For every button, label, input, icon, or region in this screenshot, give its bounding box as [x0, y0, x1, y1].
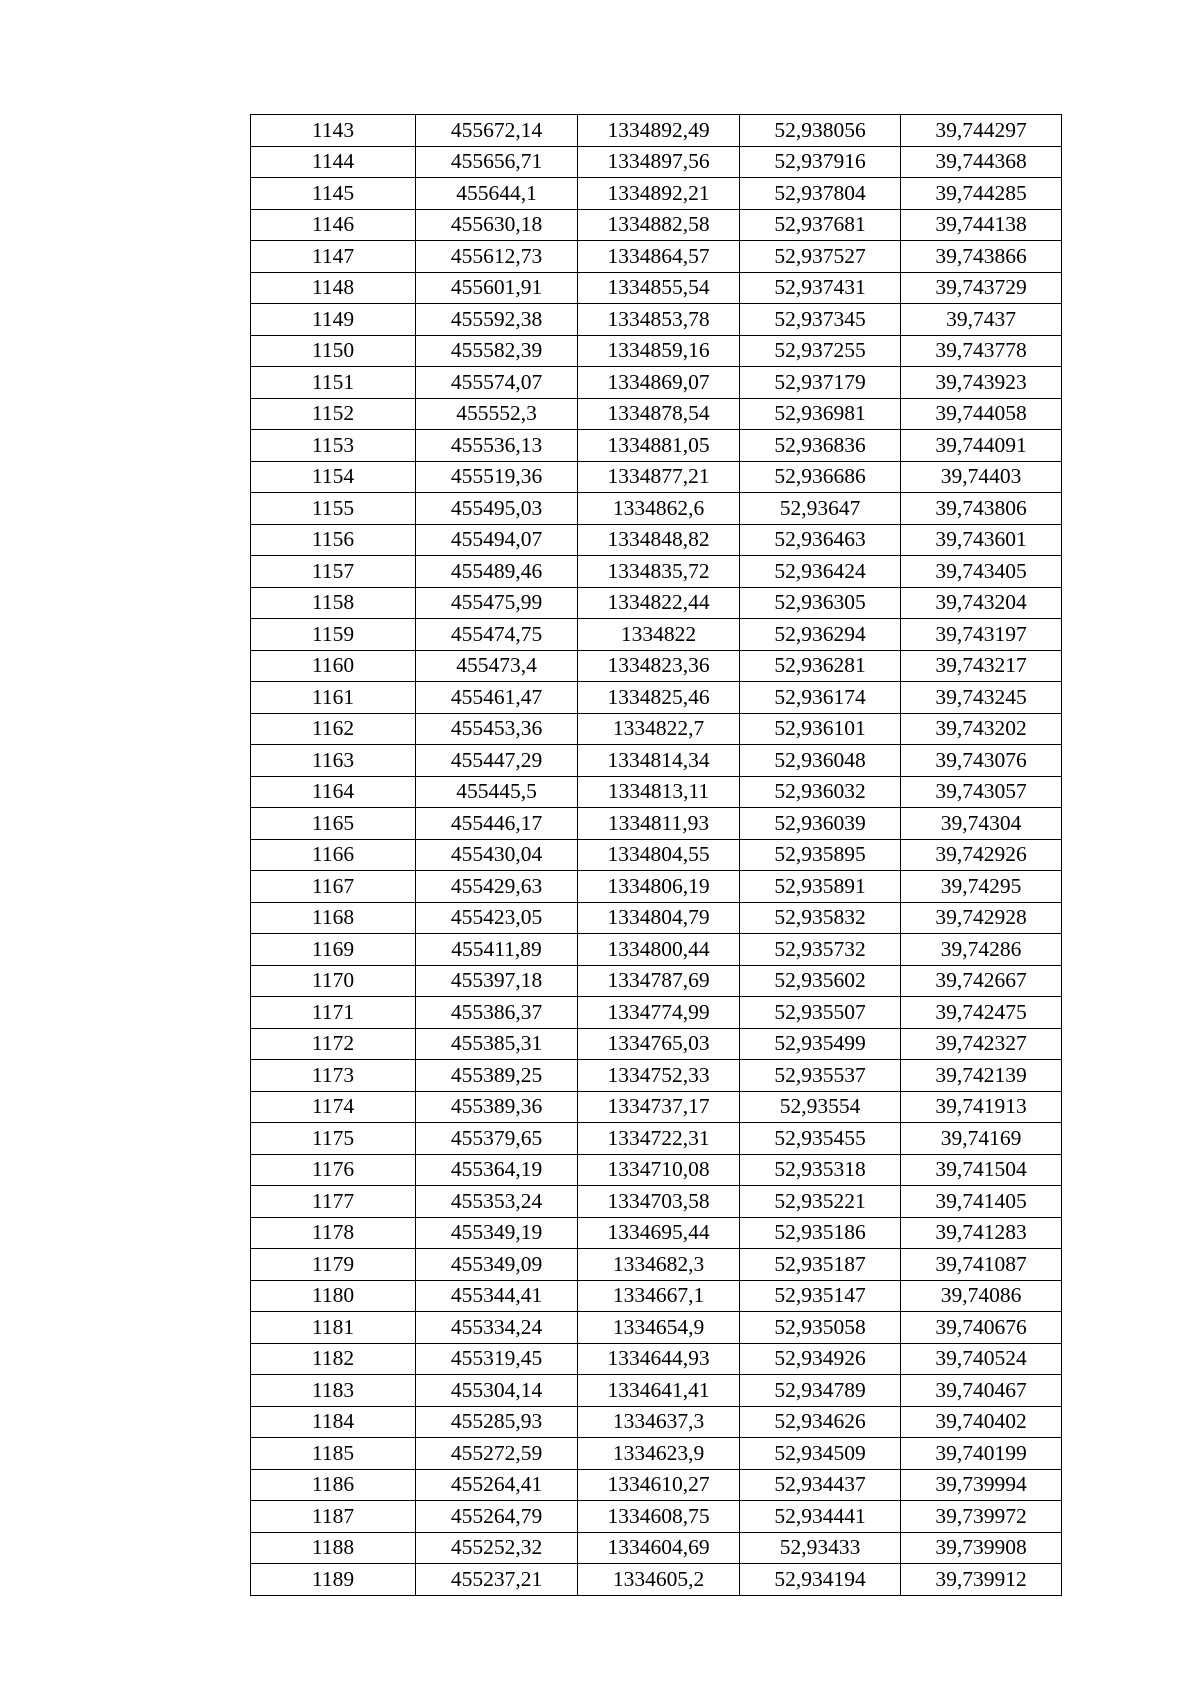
table-row [251, 367, 1062, 399]
point-number-cell: 1153 [251, 430, 416, 462]
y-coordinate-cell: 1334695,44 [578, 1217, 740, 1249]
y-coordinate-cell: 1334825,46 [578, 682, 740, 714]
table-row [251, 1406, 1062, 1438]
longitude-cell: 39,74403 [901, 461, 1062, 493]
longitude-cell: 39,74295 [901, 871, 1062, 903]
point-number-cell: 1160 [251, 650, 416, 682]
y-coordinate-cell: 1334737,17 [578, 1091, 740, 1123]
latitude-cell: 52,938056 [740, 115, 901, 147]
table-row [251, 146, 1062, 178]
x-coordinate-cell: 455264,79 [416, 1501, 578, 1533]
latitude-cell: 52,934194 [740, 1564, 901, 1596]
table-row [251, 430, 1062, 462]
table-row [251, 1186, 1062, 1218]
latitude-cell: 52,936836 [740, 430, 901, 462]
x-coordinate-cell: 455237,21 [416, 1564, 578, 1596]
table-row [251, 808, 1062, 840]
table-row [251, 304, 1062, 336]
x-coordinate-cell: 455473,4 [416, 650, 578, 682]
point-number-cell: 1144 [251, 146, 416, 178]
x-coordinate-cell: 455364,19 [416, 1154, 578, 1186]
point-number-cell: 1181 [251, 1312, 416, 1344]
y-coordinate-cell: 1334855,54 [578, 272, 740, 304]
longitude-cell: 39,739994 [901, 1469, 1062, 1501]
y-coordinate-cell: 1334878,54 [578, 398, 740, 430]
point-number-cell: 1173 [251, 1060, 416, 1092]
point-number-cell: 1161 [251, 682, 416, 714]
y-coordinate-cell: 1334813,11 [578, 776, 740, 808]
latitude-cell: 52,937681 [740, 209, 901, 241]
longitude-cell: 39,741913 [901, 1091, 1062, 1123]
y-coordinate-cell: 1334822,44 [578, 587, 740, 619]
y-coordinate-cell: 1334654,9 [578, 1312, 740, 1344]
table-row [251, 178, 1062, 210]
x-coordinate-cell: 455397,18 [416, 965, 578, 997]
table-row [251, 965, 1062, 997]
point-number-cell: 1147 [251, 241, 416, 273]
y-coordinate-cell: 1334774,99 [578, 997, 740, 1029]
y-coordinate-cell: 1334667,1 [578, 1280, 740, 1312]
point-number-cell: 1175 [251, 1123, 416, 1155]
latitude-cell: 52,937527 [740, 241, 901, 273]
longitude-cell: 39,743076 [901, 745, 1062, 777]
latitude-cell: 52,937916 [740, 146, 901, 178]
point-number-cell: 1176 [251, 1154, 416, 1186]
table-row [251, 902, 1062, 934]
table-row [251, 1564, 1062, 1596]
x-coordinate-cell: 455411,89 [416, 934, 578, 966]
point-number-cell: 1167 [251, 871, 416, 903]
table-row [251, 682, 1062, 714]
point-number-cell: 1171 [251, 997, 416, 1029]
y-coordinate-cell: 1334835,72 [578, 556, 740, 588]
x-coordinate-cell: 455319,45 [416, 1343, 578, 1375]
latitude-cell: 52,93433 [740, 1532, 901, 1564]
table-row [251, 1217, 1062, 1249]
y-coordinate-cell: 1334882,58 [578, 209, 740, 241]
table-row [251, 524, 1062, 556]
table-row [251, 745, 1062, 777]
longitude-cell: 39,739972 [901, 1501, 1062, 1533]
x-coordinate-cell: 455447,29 [416, 745, 578, 777]
x-coordinate-cell: 455446,17 [416, 808, 578, 840]
y-coordinate-cell: 1334641,41 [578, 1375, 740, 1407]
y-coordinate-cell: 1334869,07 [578, 367, 740, 399]
point-number-cell: 1145 [251, 178, 416, 210]
latitude-cell: 52,936039 [740, 808, 901, 840]
y-coordinate-cell: 1334604,69 [578, 1532, 740, 1564]
latitude-cell: 52,936281 [740, 650, 901, 682]
x-coordinate-cell: 455385,31 [416, 1028, 578, 1060]
y-coordinate-cell: 1334897,56 [578, 146, 740, 178]
longitude-cell: 39,743202 [901, 713, 1062, 745]
latitude-cell: 52,936981 [740, 398, 901, 430]
table-row [251, 461, 1062, 493]
x-coordinate-cell: 455630,18 [416, 209, 578, 241]
y-coordinate-cell: 1334752,33 [578, 1060, 740, 1092]
x-coordinate-cell: 455536,13 [416, 430, 578, 462]
point-number-cell: 1154 [251, 461, 416, 493]
x-coordinate-cell: 455519,36 [416, 461, 578, 493]
table-row [251, 556, 1062, 588]
latitude-cell: 52,934437 [740, 1469, 901, 1501]
point-number-cell: 1183 [251, 1375, 416, 1407]
y-coordinate-cell: 1334853,78 [578, 304, 740, 336]
y-coordinate-cell: 1334710,08 [578, 1154, 740, 1186]
coordinates-table [250, 114, 1062, 1596]
point-number-cell: 1189 [251, 1564, 416, 1596]
y-coordinate-cell: 1334822,7 [578, 713, 740, 745]
point-number-cell: 1172 [251, 1028, 416, 1060]
longitude-cell: 39,743729 [901, 272, 1062, 304]
latitude-cell: 52,935318 [740, 1154, 901, 1186]
point-number-cell: 1184 [251, 1406, 416, 1438]
latitude-cell: 52,934626 [740, 1406, 901, 1438]
table-row [251, 1438, 1062, 1470]
y-coordinate-cell: 1334877,21 [578, 461, 740, 493]
point-number-cell: 1164 [251, 776, 416, 808]
latitude-cell: 52,935187 [740, 1249, 901, 1281]
table-row [251, 1343, 1062, 1375]
x-coordinate-cell: 455304,14 [416, 1375, 578, 1407]
longitude-cell: 39,740467 [901, 1375, 1062, 1407]
table-row [251, 1028, 1062, 1060]
latitude-cell: 52,937431 [740, 272, 901, 304]
x-coordinate-cell: 455353,24 [416, 1186, 578, 1218]
table-row [251, 1123, 1062, 1155]
latitude-cell: 52,937804 [740, 178, 901, 210]
table-row [251, 115, 1062, 147]
latitude-cell: 52,937345 [740, 304, 901, 336]
longitude-cell: 39,741405 [901, 1186, 1062, 1218]
latitude-cell: 52,936686 [740, 461, 901, 493]
y-coordinate-cell: 1334682,3 [578, 1249, 740, 1281]
longitude-cell: 39,74304 [901, 808, 1062, 840]
latitude-cell: 52,935732 [740, 934, 901, 966]
point-number-cell: 1165 [251, 808, 416, 840]
latitude-cell: 52,936424 [740, 556, 901, 588]
point-number-cell: 1159 [251, 619, 416, 651]
x-coordinate-cell: 455574,07 [416, 367, 578, 399]
longitude-cell: 39,743923 [901, 367, 1062, 399]
x-coordinate-cell: 455285,93 [416, 1406, 578, 1438]
table-row [251, 272, 1062, 304]
longitude-cell: 39,742327 [901, 1028, 1062, 1060]
longitude-cell: 39,744138 [901, 209, 1062, 241]
point-number-cell: 1168 [251, 902, 416, 934]
x-coordinate-cell: 455379,65 [416, 1123, 578, 1155]
table-row [251, 713, 1062, 745]
point-number-cell: 1162 [251, 713, 416, 745]
longitude-cell: 39,742139 [901, 1060, 1062, 1092]
table-row [251, 493, 1062, 525]
longitude-cell: 39,744297 [901, 115, 1062, 147]
table-row [251, 997, 1062, 1029]
y-coordinate-cell: 1334637,3 [578, 1406, 740, 1438]
table-row [251, 1154, 1062, 1186]
point-number-cell: 1149 [251, 304, 416, 336]
longitude-cell: 39,74086 [901, 1280, 1062, 1312]
x-coordinate-cell: 455495,03 [416, 493, 578, 525]
x-coordinate-cell: 455672,14 [416, 115, 578, 147]
longitude-cell: 39,742928 [901, 902, 1062, 934]
point-number-cell: 1152 [251, 398, 416, 430]
x-coordinate-cell: 455582,39 [416, 335, 578, 367]
longitude-cell: 39,741087 [901, 1249, 1062, 1281]
longitude-cell: 39,739912 [901, 1564, 1062, 1596]
latitude-cell: 52,936174 [740, 682, 901, 714]
table-row [251, 934, 1062, 966]
point-number-cell: 1188 [251, 1532, 416, 1564]
longitude-cell: 39,743778 [901, 335, 1062, 367]
table-row [251, 839, 1062, 871]
x-coordinate-cell: 455386,37 [416, 997, 578, 1029]
x-coordinate-cell: 455389,36 [416, 1091, 578, 1123]
y-coordinate-cell: 1334806,19 [578, 871, 740, 903]
point-number-cell: 1148 [251, 272, 416, 304]
table-row [251, 1312, 1062, 1344]
x-coordinate-cell: 455344,41 [416, 1280, 578, 1312]
point-number-cell: 1186 [251, 1469, 416, 1501]
longitude-cell: 39,739908 [901, 1532, 1062, 1564]
latitude-cell: 52,934926 [740, 1343, 901, 1375]
y-coordinate-cell: 1334881,05 [578, 430, 740, 462]
table-row [251, 1091, 1062, 1123]
longitude-cell: 39,740402 [901, 1406, 1062, 1438]
point-number-cell: 1158 [251, 587, 416, 619]
latitude-cell: 52,935537 [740, 1060, 901, 1092]
longitude-cell: 39,7437 [901, 304, 1062, 336]
longitude-cell: 39,744285 [901, 178, 1062, 210]
x-coordinate-cell: 455423,05 [416, 902, 578, 934]
table-row [251, 398, 1062, 430]
longitude-cell: 39,743245 [901, 682, 1062, 714]
latitude-cell: 52,935499 [740, 1028, 901, 1060]
table-row [251, 650, 1062, 682]
x-coordinate-cell: 455272,59 [416, 1438, 578, 1470]
table-row [251, 1532, 1062, 1564]
longitude-cell: 39,744091 [901, 430, 1062, 462]
y-coordinate-cell: 1334703,58 [578, 1186, 740, 1218]
longitude-cell: 39,741504 [901, 1154, 1062, 1186]
x-coordinate-cell: 455601,91 [416, 272, 578, 304]
longitude-cell: 39,740199 [901, 1438, 1062, 1470]
table-row [251, 1060, 1062, 1092]
point-number-cell: 1146 [251, 209, 416, 241]
y-coordinate-cell: 1334862,6 [578, 493, 740, 525]
longitude-cell: 39,743204 [901, 587, 1062, 619]
longitude-cell: 39,740676 [901, 1312, 1062, 1344]
y-coordinate-cell: 1334722,31 [578, 1123, 740, 1155]
x-coordinate-cell: 455475,99 [416, 587, 578, 619]
y-coordinate-cell: 1334892,21 [578, 178, 740, 210]
x-coordinate-cell: 455252,32 [416, 1532, 578, 1564]
point-number-cell: 1185 [251, 1438, 416, 1470]
y-coordinate-cell: 1334608,75 [578, 1501, 740, 1533]
y-coordinate-cell: 1334864,57 [578, 241, 740, 273]
latitude-cell: 52,935147 [740, 1280, 901, 1312]
longitude-cell: 39,742475 [901, 997, 1062, 1029]
longitude-cell: 39,743217 [901, 650, 1062, 682]
longitude-cell: 39,743601 [901, 524, 1062, 556]
point-number-cell: 1169 [251, 934, 416, 966]
x-coordinate-cell: 455552,3 [416, 398, 578, 430]
latitude-cell: 52,937255 [740, 335, 901, 367]
x-coordinate-cell: 455644,1 [416, 178, 578, 210]
y-coordinate-cell: 1334610,27 [578, 1469, 740, 1501]
longitude-cell: 39,74286 [901, 934, 1062, 966]
x-coordinate-cell: 455334,24 [416, 1312, 578, 1344]
point-number-cell: 1174 [251, 1091, 416, 1123]
latitude-cell: 52,937179 [740, 367, 901, 399]
latitude-cell: 52,936032 [740, 776, 901, 808]
x-coordinate-cell: 455445,5 [416, 776, 578, 808]
point-number-cell: 1170 [251, 965, 416, 997]
longitude-cell: 39,743057 [901, 776, 1062, 808]
point-number-cell: 1177 [251, 1186, 416, 1218]
x-coordinate-cell: 455461,47 [416, 682, 578, 714]
y-coordinate-cell: 1334644,93 [578, 1343, 740, 1375]
point-number-cell: 1156 [251, 524, 416, 556]
point-number-cell: 1180 [251, 1280, 416, 1312]
x-coordinate-cell: 455349,09 [416, 1249, 578, 1281]
y-coordinate-cell: 1334804,79 [578, 902, 740, 934]
table-row [251, 776, 1062, 808]
y-coordinate-cell: 1334823,36 [578, 650, 740, 682]
y-coordinate-cell: 1334605,2 [578, 1564, 740, 1596]
table-row [251, 335, 1062, 367]
latitude-cell: 52,936048 [740, 745, 901, 777]
latitude-cell: 52,935832 [740, 902, 901, 934]
latitude-cell: 52,935507 [740, 997, 901, 1029]
latitude-cell: 52,935602 [740, 965, 901, 997]
table-row [251, 209, 1062, 241]
latitude-cell: 52,935455 [740, 1123, 901, 1155]
x-coordinate-cell: 455474,75 [416, 619, 578, 651]
point-number-cell: 1182 [251, 1343, 416, 1375]
table-row [251, 1280, 1062, 1312]
table-row [251, 1469, 1062, 1501]
longitude-cell: 39,743197 [901, 619, 1062, 651]
point-number-cell: 1143 [251, 115, 416, 147]
table-row [251, 1501, 1062, 1533]
x-coordinate-cell: 455430,04 [416, 839, 578, 871]
y-coordinate-cell: 1334804,55 [578, 839, 740, 871]
point-number-cell: 1151 [251, 367, 416, 399]
x-coordinate-cell: 455612,73 [416, 241, 578, 273]
y-coordinate-cell: 1334623,9 [578, 1438, 740, 1470]
table-row [251, 619, 1062, 651]
table-row [251, 241, 1062, 273]
coordinates-table-body [251, 115, 1062, 1596]
point-number-cell: 1179 [251, 1249, 416, 1281]
latitude-cell: 52,93554 [740, 1091, 901, 1123]
longitude-cell: 39,742926 [901, 839, 1062, 871]
latitude-cell: 52,93647 [740, 493, 901, 525]
latitude-cell: 52,935891 [740, 871, 901, 903]
x-coordinate-cell: 455264,41 [416, 1469, 578, 1501]
y-coordinate-cell: 1334765,03 [578, 1028, 740, 1060]
latitude-cell: 52,936463 [740, 524, 901, 556]
latitude-cell: 52,936305 [740, 587, 901, 619]
longitude-cell: 39,741283 [901, 1217, 1062, 1249]
longitude-cell: 39,74169 [901, 1123, 1062, 1155]
point-number-cell: 1187 [251, 1501, 416, 1533]
latitude-cell: 52,935186 [740, 1217, 901, 1249]
longitude-cell: 39,743806 [901, 493, 1062, 525]
table-row [251, 871, 1062, 903]
longitude-cell: 39,744368 [901, 146, 1062, 178]
x-coordinate-cell: 455429,63 [416, 871, 578, 903]
y-coordinate-cell: 1334822 [578, 619, 740, 651]
point-number-cell: 1150 [251, 335, 416, 367]
y-coordinate-cell: 1334814,34 [578, 745, 740, 777]
table-row [251, 1249, 1062, 1281]
x-coordinate-cell: 455592,38 [416, 304, 578, 336]
y-coordinate-cell: 1334811,93 [578, 808, 740, 840]
y-coordinate-cell: 1334848,82 [578, 524, 740, 556]
table-row [251, 1375, 1062, 1407]
latitude-cell: 52,934789 [740, 1375, 901, 1407]
x-coordinate-cell: 455453,36 [416, 713, 578, 745]
longitude-cell: 39,742667 [901, 965, 1062, 997]
x-coordinate-cell: 455656,71 [416, 146, 578, 178]
x-coordinate-cell: 455349,19 [416, 1217, 578, 1249]
point-number-cell: 1178 [251, 1217, 416, 1249]
latitude-cell: 52,936101 [740, 713, 901, 745]
latitude-cell: 52,935895 [740, 839, 901, 871]
y-coordinate-cell: 1334787,69 [578, 965, 740, 997]
x-coordinate-cell: 455489,46 [416, 556, 578, 588]
x-coordinate-cell: 455494,07 [416, 524, 578, 556]
point-number-cell: 1166 [251, 839, 416, 871]
latitude-cell: 52,934441 [740, 1501, 901, 1533]
y-coordinate-cell: 1334859,16 [578, 335, 740, 367]
latitude-cell: 52,935221 [740, 1186, 901, 1218]
longitude-cell: 39,744058 [901, 398, 1062, 430]
latitude-cell: 52,936294 [740, 619, 901, 651]
point-number-cell: 1157 [251, 556, 416, 588]
table-row [251, 587, 1062, 619]
y-coordinate-cell: 1334800,44 [578, 934, 740, 966]
longitude-cell: 39,740524 [901, 1343, 1062, 1375]
longitude-cell: 39,743405 [901, 556, 1062, 588]
longitude-cell: 39,743866 [901, 241, 1062, 273]
point-number-cell: 1163 [251, 745, 416, 777]
x-coordinate-cell: 455389,25 [416, 1060, 578, 1092]
y-coordinate-cell: 1334892,49 [578, 115, 740, 147]
point-number-cell: 1155 [251, 493, 416, 525]
latitude-cell: 52,934509 [740, 1438, 901, 1470]
latitude-cell: 52,935058 [740, 1312, 901, 1344]
